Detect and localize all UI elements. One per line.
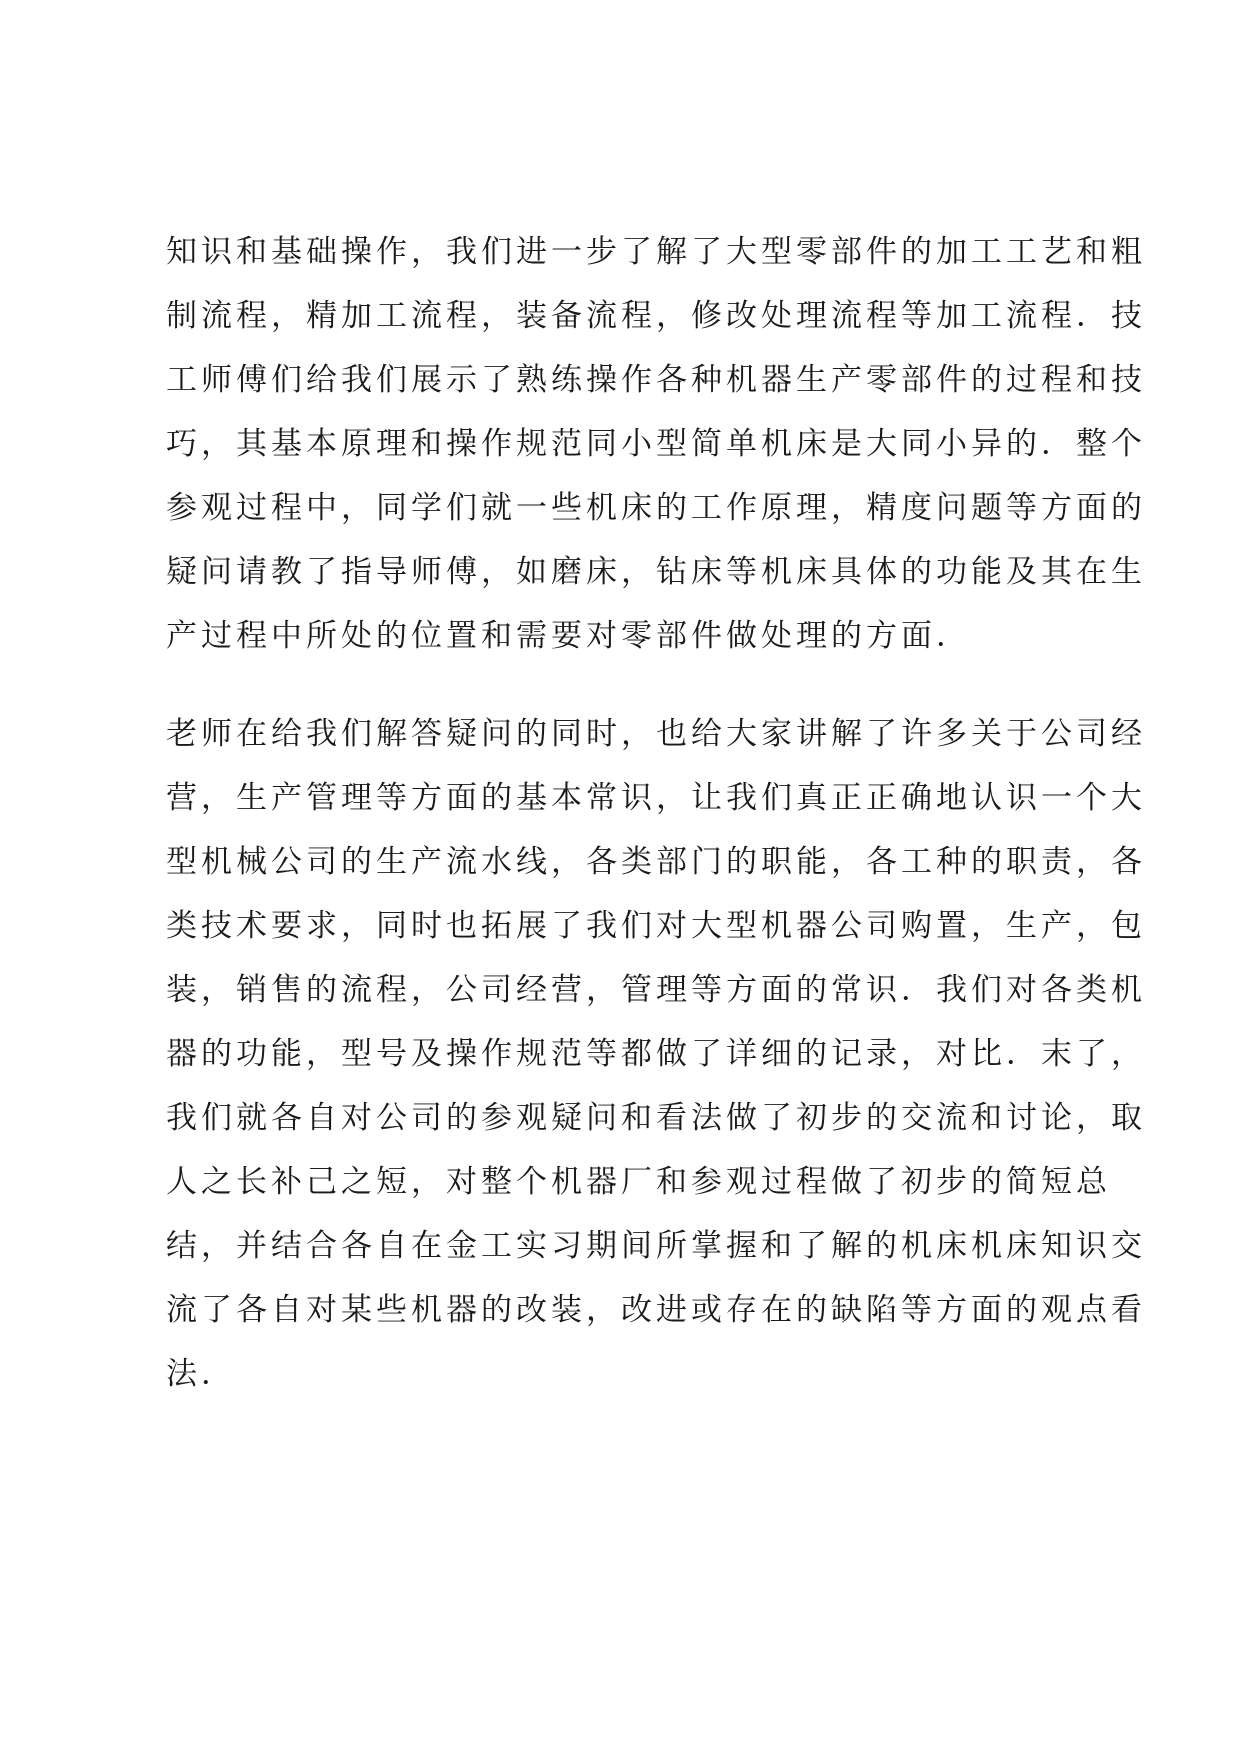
text-line: 人之长补己之短，对整个机器厂和参观过程做了初步的简短总	[166, 1164, 1111, 1200]
text-line: 巧，其基本原理和操作规范同小型简单机床是大同小异的．整个	[166, 426, 1146, 462]
text-line: 结，并结合各自在金工实习期间所掌握和了解的机床机床知识交	[166, 1228, 1146, 1264]
text-line: 器的功能，型号及操作规范等都做了详细的记录，对比．末了，	[166, 1036, 1146, 1072]
text-line: 参观过程中，同学们就一些机床的工作原理，精度问题等方面的	[166, 490, 1146, 526]
text-line: 法．	[166, 1356, 236, 1392]
text-line: 类技术要求，同时也拓展了我们对大型机器公司购置，生产，包	[166, 908, 1146, 944]
text-line: 老师在给我们解答疑问的同时，也给大家讲解了许多关于公司经	[166, 716, 1146, 752]
text-line: 疑问请教了指导师傅，如磨床，钻床等机床具体的功能及其在生	[166, 554, 1146, 590]
text-line: 我们就各自对公司的参观疑问和看法做了初步的交流和讨论，取	[166, 1100, 1146, 1136]
paragraph-1	[166, 220, 1146, 668]
text-line: 产过程中所处的位置和需要对零部件做处理的方面．	[166, 618, 971, 654]
text-line: 知识和基础操作，我们进一步了解了大型零部件的加工工艺和粗	[166, 234, 1146, 270]
text-line: 工师傅们给我们展示了熟练操作各种机器生产零部件的过程和技	[166, 362, 1146, 398]
text-line: 装，销售的流程，公司经营，管理等方面的常识．我们对各类机	[166, 972, 1146, 1008]
text-line: 流了各自对某些机器的改装，改进或存在的缺陷等方面的观点看	[166, 1292, 1146, 1328]
text-line: 营，生产管理等方面的基本常识，让我们真正正确地认识一个大	[166, 780, 1146, 816]
paragraph-2	[166, 702, 1146, 1406]
text-line: 型机械公司的生产流水线，各类部门的职能，各工种的职责，各	[166, 844, 1146, 880]
text-line: 制流程，精加工流程，装备流程，修改处理流程等加工流程．技	[166, 298, 1146, 334]
